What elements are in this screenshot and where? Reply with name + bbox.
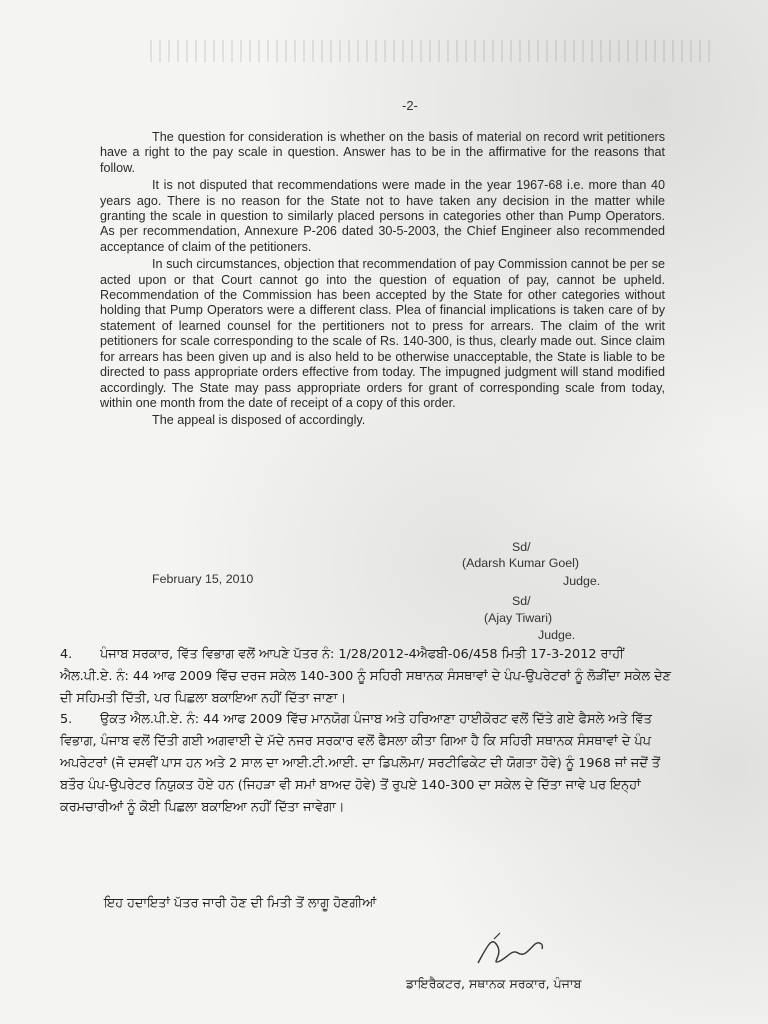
closing-line: ਇਹ ਹਦਾਇਤਾਂ ਪੱਤਰ ਜਾਰੀ ਹੋਣ ਦੀ ਮਿਤੀ ਤੋਂ ਲਾਗੂ ਹੋਣਗੀਆਂ bbox=[104, 896, 377, 911]
item-text: ਪੰਜਾਬ ਸਰਕਾਰ, ਵਿੱਤ ਵਿਭਾਗ ਵਲੋਂ ਆਪਣੇ ਪੱਤਰ ਨੰ: 1/28/2012-4ਐਫਬੀ-06/458 ਮਿਤੀ 17-3-2012 ਰਾਹੀਂ ਐਲ.ਪੀ.ਏ. ਨੰ: 44 ਆਫ 2009 ਵਿੱਚ ਦਰਜ ਸਕੇਲ 140-300 ਨੂੰ ਸਹਿਰੀ ਸਥਾਨਕ ਸੰਸਥਾਵਾਂ ਦੇ ਪੰਪ-ਉਪਰੇਟਰਾਂ ਨੂੰ ਲੋੜੀਂਦਾ ਸਕੇਲ ਦੇਣ ਦੀ ਸਹਿਮਤੀ ਦਿੱਤੀ, ਪਰ ਪਿਛਲਾ ਬਕਾਇਆ ਨਹੀਂ ਦਿੱਤਾ ਜਾਣਾ। bbox=[60, 647, 671, 706]
signature-sd-1: Sd/ bbox=[512, 540, 531, 554]
judgment-date: February 15, 2010 bbox=[152, 572, 254, 586]
judge-title-1: Judge. bbox=[563, 574, 601, 588]
judge-title-2: Judge. bbox=[538, 628, 576, 642]
judgment-paragraph: The question for consideration is whether on the basis of material on record writ petitioners have a right to the pay scale in question. Answer has to be in the affirmative for the reasons that follow. bbox=[100, 130, 665, 175]
judge-name-1: (Adarsh Kumar Goel) bbox=[462, 556, 580, 570]
item-text: ਉਕਤ ਐਲ.ਪੀ.ਏ. ਨੰ: 44 ਆਫ 2009 ਵਿੱਚ ਮਾਨਯੋਗ ਪੰਜਾਬ ਅਤੇ ਹਰਿਆਣਾ ਹਾਈਕੋਰਟ ਵਲੋਂ ਦਿੱਤੇ ਗਏ ਫੈਸਲੇ ਅਤੇ ਵਿੱਤ ਵਿਭਾਗ, ਪੰਜਾਬ ਵਲੋਂ ਦਿੱਤੀ ਗਈ ਅਗਵਾਈ ਦੇ ਮੱਦੇ ਨਜਰ ਸਰਕਾਰ ਵਲੋਂ ਫੈਸਲਾ ਕੀਤਾ ਗਿਆ ਹੈ ਕਿ ਸਹਿਰੀ ਸਥਾਨਕ ਸੰਸਥਾਵਾਂ ਦੇ ਪੰਪ ਅਪਰੇਟਰਾਂ (ਜੋ ਦਸਵੀਂ ਪਾਸ ਹਨ ਅਤੇ 2 ਸਾਲ ਦਾ ਆਈ.ਟੀ.ਆਈ. ਦਾ ਡਿਪਲੋਮਾ/ ਸਰਟੀਫਿਕੇਟ ਦੀ ਯੋਗਤਾ ਹੋਵੇ) ਨੂੰ 1968 ਜਾਂ ਜਦੋਂ ਤੋਂ ਬਤੌਰ ਪੰਪ-ਉਪਰੇਟਰ ਨਿਯੁਕਤ ਹੋਏ ਹਨ (ਜਿਹੜਾ ਵੀ ਸਮਾਂ ਬਾਅਦ ਹੋਵੇ) ਤੋਂ ਰੁਪਏ 140-300 ਦਾ ਸਕੇਲ ਦੇ ਦਿੱਤਾ ਜਾਵੇ ਪਰ ਇਨ੍ਹਾਂ ਕਰਮਚਾਰੀਆਂ ਨੂੰ ਕੋਈ ਪਿਛਲਾ ਬਕਾਇਆ ਨਹੀਂ ਦਿੱਤਾ ਜਾਵੇਗਾ। bbox=[60, 712, 660, 815]
judgment-paragraph: The appeal is disposed of accordingly. bbox=[152, 413, 366, 428]
judge-name-2: (Ajay Tiwari) bbox=[484, 611, 553, 625]
judgment-text bbox=[100, 130, 665, 429]
designation-line: ਡਾਇਰੈਕਟਰ, ਸਥਾਨਕ ਸਰਕਾਰ, ਪੰਜਾਬ bbox=[406, 976, 582, 991]
punjabi-item bbox=[60, 709, 678, 818]
item-number: 5. bbox=[60, 712, 73, 728]
scan-noise-band bbox=[150, 40, 710, 62]
judgment-paragraph: In such circumstances, objection that recommendation of pay Commission cannot be per se acted upon or that Court cannot go into the question of equation of pay, cannot be upheld. Recommendation of the Commission has been accepted by the State for other categories without holding that Pump Operators were a different class. Plea of financial implications is taken care of by statement of learned counsel for the pertitioners not to press for arrears. The claim of the writ petitioners for scale corresponding to the scale of Rs. 140-300, is thus, clearly made out. Since claim for arrears has been given up and is also held to be otherwise unacceptable, the State is liable to be directed to pass appropriate orders effective from today. The impugned judgment will stand modified accordingly. The State may pass appropriate orders for grant of corresponding scale from today, within one month from the date of receipt of a copy of this order. bbox=[100, 257, 665, 410]
punjabi-section bbox=[60, 644, 678, 818]
signature-sd-2: Sd/ bbox=[512, 594, 531, 608]
judgment-paragraph: It is not disputed that recommendations were made in the year 1967-68 i.e. more than 40 years ago. There is no reason for the State not to have taken any decision in the matter while granting the scale in question to similarly placed persons in categories other than Pump Operators. As per recommendation, Annexure P-206 dated 30-5-2003, the Chief Engineer also recommended acceptance of claim of the petitioners. bbox=[100, 178, 665, 254]
page-number: -2- bbox=[402, 98, 418, 113]
punjabi-item bbox=[60, 644, 678, 709]
item-number: 4. bbox=[60, 647, 73, 662]
handwritten-signature bbox=[470, 925, 550, 975]
